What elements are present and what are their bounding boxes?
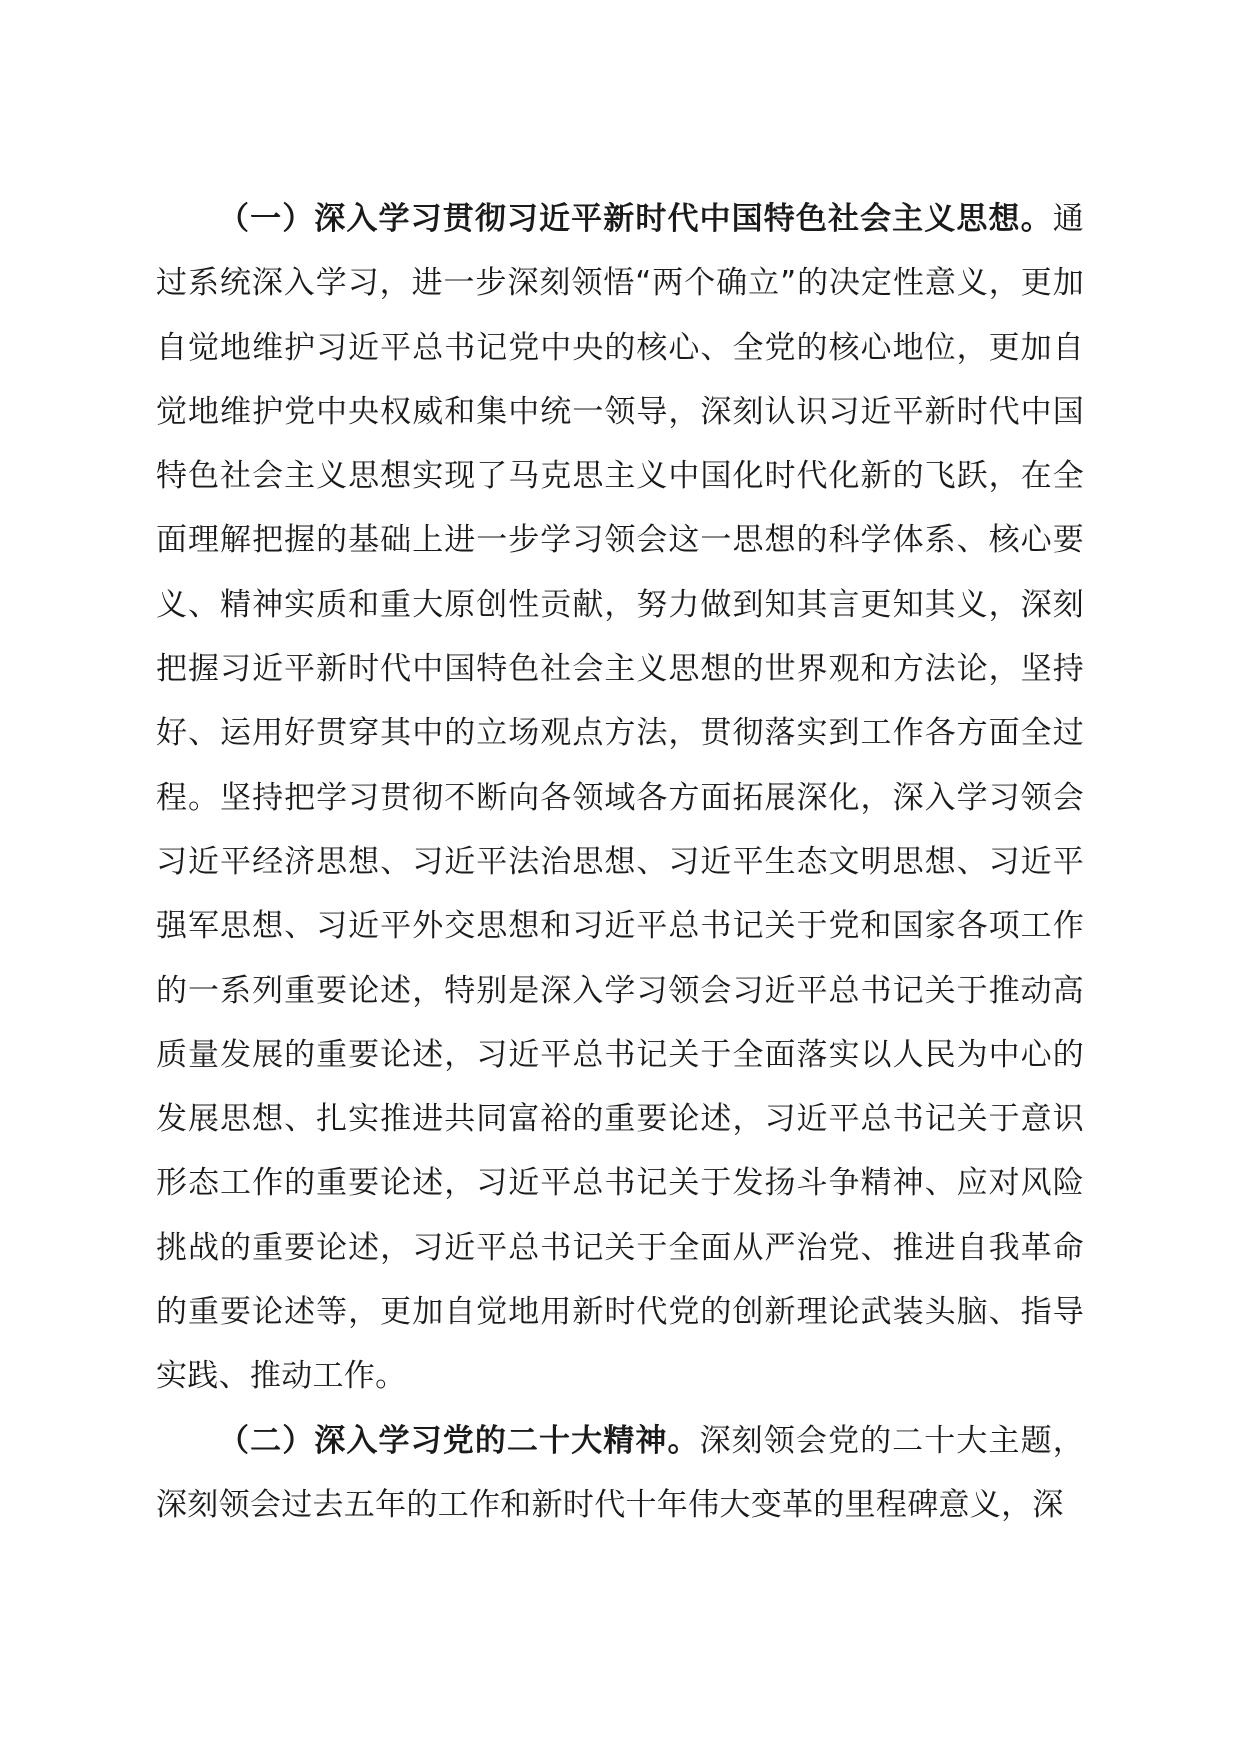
paragraph-2 (156, 1409, 1084, 1538)
paragraph-2-heading: （二）深入学习党的二十大精神。 (218, 1422, 700, 1459)
paragraph-1-heading: （一）深入学习贯彻习近平新时代中国特色社会主义思想。 (218, 201, 1053, 237)
document-page (156, 187, 1084, 1537)
paragraph-1-body: 通过系统深入学习，进一步深刻领悟“两个确立”的决定性意义，更加自觉地维护习近平总书记党中央的核心、全党的核心地位，更加自觉地维护党中央权威和集中统一领导，深刻认识习近平新时代中国特色社会主义思想实现了马克思主义中国化时代化新的飞跃，在全面理解把握的基础上进一步学习领会这一思想的科学体系、核心要义、精神实质和重大原创性贡献，努力做到知其言更知其义，深刻把握习近平新时代中国特色社会主义思想的世界观和方法论，坚持好、运用好贯穿其中的立场观点方法，贯彻落实到工作各方面全过程。坚持把学习贯彻不断向各领域各方面拓展深化，深入学习领会习近平经济思想、习近平法治思想、习近平生态文明思想、习近平强军思想、习近平外交思想和习近平总书记关于党和国家各项工作的一系列重要论述，特别是深入学习领会习近平总书记关于推动高质量发展的重要论述，习近平总书记关于全面落实以人民为中心的发展思想、扎实推进共同富裕的重要论述，习近平总书记关于意识形态工作的重要论述，习近平总书记关于发扬斗争精神、应对风险挑战的重要论述，习近平总书记关于全面从严治党、推进自我革命的重要论述等，更加自觉地用新时代党的创新理论武装头脑、指导实践、推动工作。 (156, 201, 1084, 1395)
paragraph-2-body: 深刻领会党的二十大主题，深刻领会过去五年的工作和新时代十年伟大变革的里程碑意义，深 (156, 1422, 1084, 1523)
paragraph-1 (156, 187, 1084, 1409)
